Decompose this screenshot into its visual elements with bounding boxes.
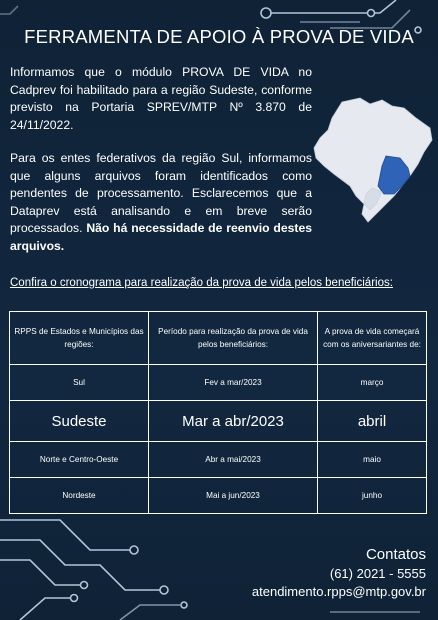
cell-start: março: [318, 365, 427, 401]
cell-start: abril: [318, 401, 427, 442]
header-start: A prova de vida começará com os aniversariantes de:: [318, 312, 427, 365]
contacts-phone: (61) 2021 - 5555: [329, 566, 426, 581]
header-period: Período para realização da prova de vida pelos beneficiários:: [149, 312, 318, 365]
cell-region: Sul: [10, 365, 149, 401]
cell-start: maio: [318, 442, 427, 478]
cell-period: Mar a abr/2023: [149, 401, 318, 442]
notice-bold-text: Não há necessidade de reenvio destes arquivos.: [10, 221, 312, 253]
intro-paragraph: Informamos que o módulo PROVA DE VIDA no Cadprev foi habilitado para a região Sudeste, conforme previsto na Portaria SPREV/MTP Nº 3.870 de 24/11/2022.: [10, 65, 312, 132]
table-row-highlight: [10, 401, 427, 442]
table-row: [10, 365, 427, 401]
cell-region: Sudeste: [10, 401, 149, 442]
header-region: RPPS de Estados e Municípios das regiões:: [10, 312, 149, 365]
cell-period: Mai a jun/2023: [149, 478, 318, 514]
notice-text: Para os entes federativos da região Sul, informamos que alguns arquivos foram identificados como pendentes de processamento. Esclarecemos que a Dataprev está analisando e em breve serão processados.: [10, 151, 312, 236]
table-row: [10, 442, 427, 478]
table-row: [10, 478, 427, 514]
cell-region: Norte e Centro-Oeste: [10, 442, 149, 478]
contacts-email[interactable]: atendimento.rpps@mtp.gov.br: [251, 584, 426, 599]
brazil-map: [312, 96, 434, 224]
notice-paragraph: [10, 150, 312, 256]
schedule-link[interactable]: Confira o cronograma para realização da prova de vida pelos beneficiários:: [10, 277, 393, 289]
cell-region: Nordeste: [10, 478, 149, 514]
table-header-row: [10, 312, 427, 365]
contacts-block: [252, 545, 426, 601]
contacts-title: Contatos: [365, 546, 426, 563]
cell-start: junho: [318, 478, 427, 514]
page-title: FERRAMENTA DE APOIO À PROVA DE VIDA: [24, 26, 414, 47]
cell-period: Fev a mar/2023: [149, 365, 318, 401]
cell-period: Abr a mai/2023: [149, 442, 318, 478]
schedule-table: [9, 311, 427, 514]
